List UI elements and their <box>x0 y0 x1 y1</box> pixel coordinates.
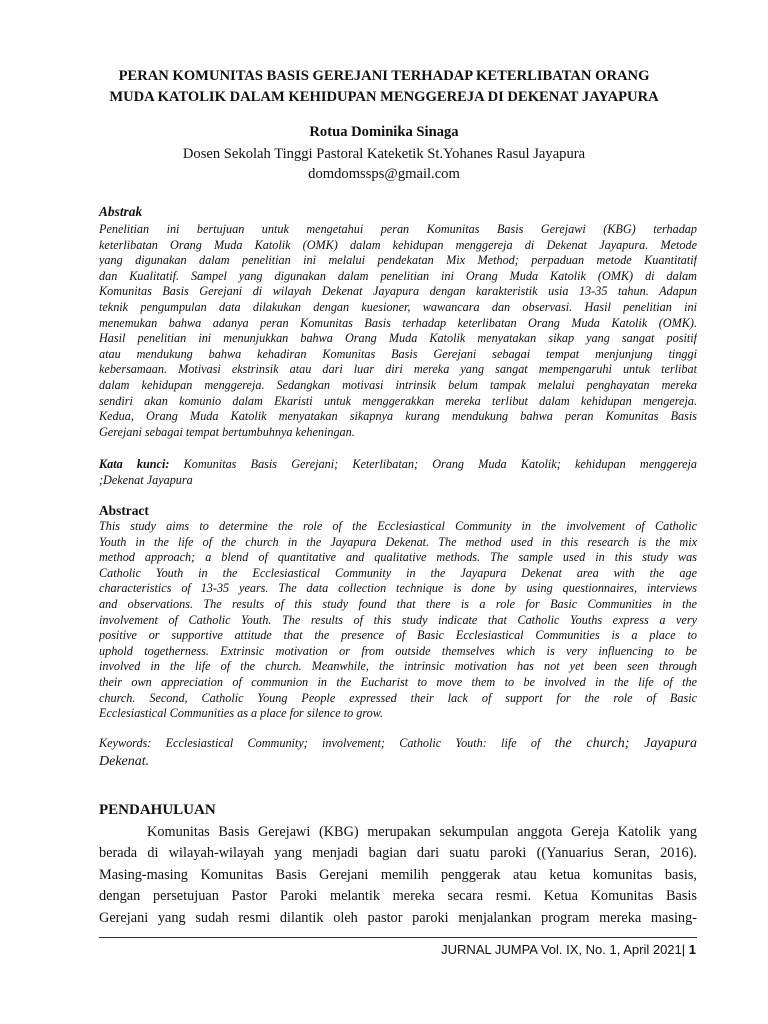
keywords-line <box>99 736 697 754</box>
abstract-line: involvement of Catholic Youth. The results of this study indicate that Catholic Youths express a very <box>99 612 697 627</box>
abstract-line: This study aims to determine the role of the Ecclesiastical Community in the involvement of Catholic <box>99 519 697 533</box>
page-number: 1 <box>688 942 696 957</box>
abstract-body <box>99 519 697 722</box>
abstract-line: and observations. The results of this study found that there is a role for Basic Communities in the <box>99 596 697 611</box>
abstract-line: their own appreciation of communion in the Eucharist to move them to be involved in the life of the <box>99 674 697 689</box>
body-line: Komunitas Basis Gerejawi (KBG) merupakan sekumpulan anggota Gereja Katolik yang <box>147 824 697 840</box>
section-body <box>99 822 697 929</box>
journal-citation: JURNAL JUMPA Vol. IX, No. 1, April 2021| <box>441 942 686 957</box>
body-line: Gerejani yang sudah resmi dilantik oleh pastor paroki menjalankan program mereka masing- <box>99 909 697 926</box>
keywords-line: Dekenat. <box>99 754 150 769</box>
abstrak-line: sendiri akan komunio dalam Ekaristi untuk menggerakkan mereka terlibut dalam kehidupan mengereja. <box>99 393 697 408</box>
abstrak-line: atau mendukung bahwa kehadiran Komunitas Basis Gerejani sebagai tempat menjunjung tinggi <box>99 346 697 361</box>
abstract-heading: Abstract <box>99 503 149 518</box>
body-line: Masing-masing Komunitas Basis Gerejani memilih penggerak atau ketua komunitas basis, <box>99 866 697 883</box>
section-heading: PENDAHULUAN <box>99 802 216 818</box>
abstrak-body <box>99 222 697 440</box>
abstract-line: Catholic Youth in the Ecclesiastical Community in the Jayapura Dekenat area with the age <box>99 565 697 580</box>
body-line: dengan persetujuan Pastor Paroki melantik mereka secara resmi. Ketua Komunitas Basis <box>99 888 697 905</box>
page-footer <box>441 942 696 957</box>
keywords <box>99 736 697 772</box>
abstrak-line: keterlibatan Orang Muda Katolik (OMK) dalam kehidupan menggereja di Dekenat Jayapura. Metode <box>99 237 697 252</box>
abstrak-line: Penelitian ini bertujuan untuk mengetahui peran Komunitas Basis Gerejawi (KBG) terhadap <box>99 222 697 236</box>
abstrak-line: yang digunakan dalam penelitian ini melalui pendekatan Mix Method; perpaduan metode Kuantitatif <box>99 253 697 268</box>
abstract-line: characteristics of 13-35 years. The data collection technique is done by using questionnaires, interviews <box>99 581 697 596</box>
kata-kunci-line <box>99 457 697 473</box>
abstract-line: Youth in the life of the church in the Jayapura Dekenat. The method used in this research is the mix <box>99 534 697 549</box>
paper-title <box>60 66 708 108</box>
abstrak-line: Hasil penelitian ini menunjukkan bahwa Orang Muda Katolik menyatakan sikap yang sangat positif <box>99 331 697 346</box>
author-name: Rotua Dominika Sinaga <box>309 124 459 140</box>
kata-kunci-label: Kata kunci: <box>99 457 170 471</box>
abstrak-line: Komunitas Basis Gerejani di wilayah Dekenat Jayapura dengan karakteristik usia 13-35 tahun. Adapun <box>99 284 697 299</box>
title-line: PERAN KOMUNITAS BASIS GEREJANI TERHADAP KETERLIBATAN ORANG <box>118 68 650 84</box>
abstract-line: Ecclesiastical Communities as a place for silence to grow. <box>99 706 383 721</box>
abstrak-line: dalam kehidupan menggereja. Sedangkan motivasi intrinsik belum tampak melalui penghayatan mereka <box>99 377 697 392</box>
abstract-line: involved in the life of the church. Meanwhile, the intrinsic motivation has not yet been seen through <box>99 659 697 674</box>
abstrak-line: teknik pengumpulan data dilakukan dengan kuesioner, wawancara dan observasi. Hasil penelitian ini <box>99 299 697 314</box>
abstrak-line: Gerejani sebagai tempat bertumbuhnya keheningan. <box>99 424 355 439</box>
abstrak-line: kebersamaan. Motivasi ekstrinsik atau dari luar diri mereka yang sangat mempengaruhi untuk terlibat <box>99 362 697 377</box>
abstract-line: positive or supportive attitude that the presence of Basic Ecclesiastical Communities is a place to <box>99 628 697 643</box>
abstract-line: uphold togetherness. Extrinsic motivation or from outside themselves which is very influencing to be <box>99 643 697 658</box>
abstrak-line: menemukan bahwa adanya peran Komunitas Basis terhadap keterlibatan Orang Muda Katolik (OMK). <box>99 315 697 330</box>
kata-kunci-text: Komunitas Basis Gerejani; Keterlibatan; Orang Muda Katolik; kehidupan menggereja <box>183 457 697 471</box>
abstrak-heading: Abstrak <box>99 204 143 219</box>
author-email: domdomssps@gmail.com <box>308 166 460 182</box>
kata-kunci-line: ;Dekenat Jayapura <box>99 472 193 487</box>
author-affiliation: Dosen Sekolah Tinggi Pastoral Kateketik St.Yohanes Rasul Jayapura <box>182 146 586 162</box>
keywords-text: Keywords: Ecclesiastical Community; involvement; Catholic Youth: life of <box>99 736 555 750</box>
body-line: berada di wilayah-wilayah yang menjadi bagian dari suatu paroki ((Yanuarius Seran, 2016). <box>99 845 697 862</box>
abstract-line: method approach; a blend of quantitative and qualitative methods. The sample used in this study was <box>99 550 697 565</box>
abstract-line: church. Second, Catholic Young People expressed their lack of support for the role of Basic <box>99 690 697 705</box>
keywords-text-large: the church; Jayapura <box>554 736 697 751</box>
abstrak-line: Kedua, Orang Muda Katolik menyatakan sikapnya kurang mendukung bahwa peran Komunitas Basis <box>99 409 697 424</box>
abstrak-line: dan Kualitatif. Sampel yang digunakan dalam penelitian ini Orang Muda Katolik (OMK) di dalam <box>99 268 697 283</box>
title-line: MUDA KATOLIK DALAM KEHIDUPAN MENGGEREJA DI DEKENAT JAYAPURA <box>109 89 659 105</box>
kata-kunci <box>99 457 697 488</box>
footer-divider <box>99 937 697 938</box>
